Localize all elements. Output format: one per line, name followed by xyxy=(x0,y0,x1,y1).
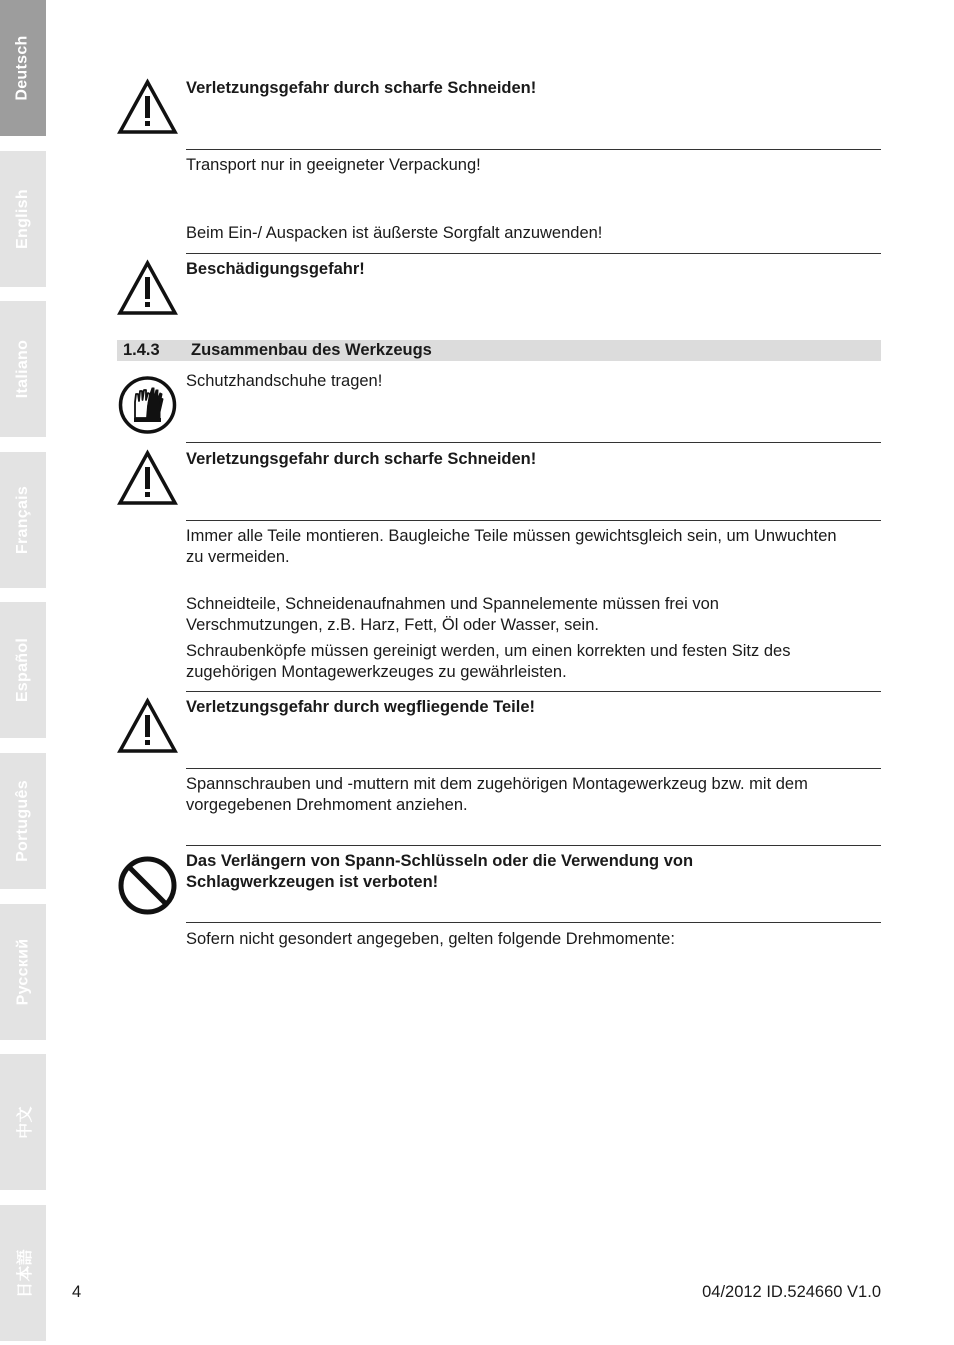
tab-italiano[interactable] xyxy=(0,301,46,437)
prohibition-title-line: Schlagwerkzeugen ist verboten! xyxy=(186,873,439,891)
tab-chinese[interactable] xyxy=(0,1054,46,1190)
divider xyxy=(186,253,881,254)
divider xyxy=(186,845,881,846)
tab-espanol[interactable] xyxy=(0,602,46,738)
tab-label: 中文 xyxy=(16,1105,34,1139)
tab-francais[interactable] xyxy=(0,452,46,588)
page-number: 4 xyxy=(72,1283,82,1301)
section-number: 1.4.3 xyxy=(123,341,160,359)
tab-russian[interactable] xyxy=(0,904,46,1040)
warning-triangle-icon xyxy=(117,697,178,758)
tab-portugues[interactable] xyxy=(0,753,46,889)
divider xyxy=(186,768,881,769)
tab-label: Italiano xyxy=(14,339,32,399)
clean-text-line: Schneidteile, Schneidenaufnahmen und Spannelemente müssen frei von xyxy=(186,595,719,613)
warning-title: Verletzungsgefahr durch scharfe Schneiden! xyxy=(186,450,537,468)
warning-triangle-icon xyxy=(117,449,178,510)
warning-title: Verletzungsgefahr durch wegfliegende Teile! xyxy=(186,698,536,716)
unpack-text: Beim Ein-/ Auspacken ist äußerste Sorgfalt anzuwenden! xyxy=(186,224,603,242)
divider xyxy=(186,442,881,443)
tab-label: 日本語 xyxy=(16,1248,34,1298)
divider xyxy=(186,691,881,692)
warning-title: Verletzungsgefahr durch scharfe Schneiden! xyxy=(186,79,537,97)
gloves-icon xyxy=(117,374,178,435)
section-title: Zusammenbau des Werkzeugs xyxy=(191,341,432,359)
tab-label: Português xyxy=(14,780,32,862)
prohibition-icon xyxy=(117,855,178,916)
tab-label: Español xyxy=(14,637,31,703)
gloves-text: Schutzhandschuhe tragen! xyxy=(186,372,383,390)
tab-label: Français xyxy=(14,485,31,555)
clean-text-line: Verschmutzungen, z.B. Harz, Fett, Öl oder Wasser, sein. xyxy=(186,616,599,634)
tighten-text-line: vorgegebenen Drehmoment anziehen. xyxy=(186,796,468,814)
tab-label: Deutsch xyxy=(14,35,32,101)
tab-label: Русский xyxy=(14,938,31,1006)
mount-text-line: Immer alle Teile montieren. Baugleiche Teile müssen gewichtsgleich sein, um Unwuchten xyxy=(186,527,837,545)
damage-warning-title: Beschädigungsgefahr! xyxy=(186,260,365,278)
torque-text: Sofern nicht gesondert angegeben, gelten folgende Drehmomente: xyxy=(186,930,675,948)
section-heading xyxy=(117,340,881,361)
warning-triangle-icon xyxy=(117,259,178,320)
tab-japanese[interactable] xyxy=(0,1205,46,1341)
tab-label: English xyxy=(14,189,32,249)
divider xyxy=(186,520,881,521)
document-id: 04/2012 ID.524660 V1.0 xyxy=(702,1283,881,1301)
tighten-text-line: Spannschrauben und -muttern mit dem zugehörigen Montagewerkzeug bzw. mit dem xyxy=(186,775,808,793)
tab-deutsch[interactable] xyxy=(0,0,46,136)
screw-text-line: zugehörigen Montagewerkzeuges zu gewährleisten. xyxy=(186,663,567,681)
warning-triangle-icon xyxy=(117,78,178,139)
mount-text-line: zu vermeiden. xyxy=(186,548,290,566)
transport-text: Transport nur in geeigneter Verpackung! xyxy=(186,156,481,174)
divider xyxy=(186,922,881,923)
prohibition-title-line: Das Verlängern von Spann-Schlüsseln oder die Verwendung von xyxy=(186,852,694,870)
screw-text-line: Schraubenköpfe müssen gereinigt werden, um einen korrekten und festen Sitz des xyxy=(186,642,791,660)
tab-english[interactable] xyxy=(0,151,46,287)
divider xyxy=(186,149,881,150)
